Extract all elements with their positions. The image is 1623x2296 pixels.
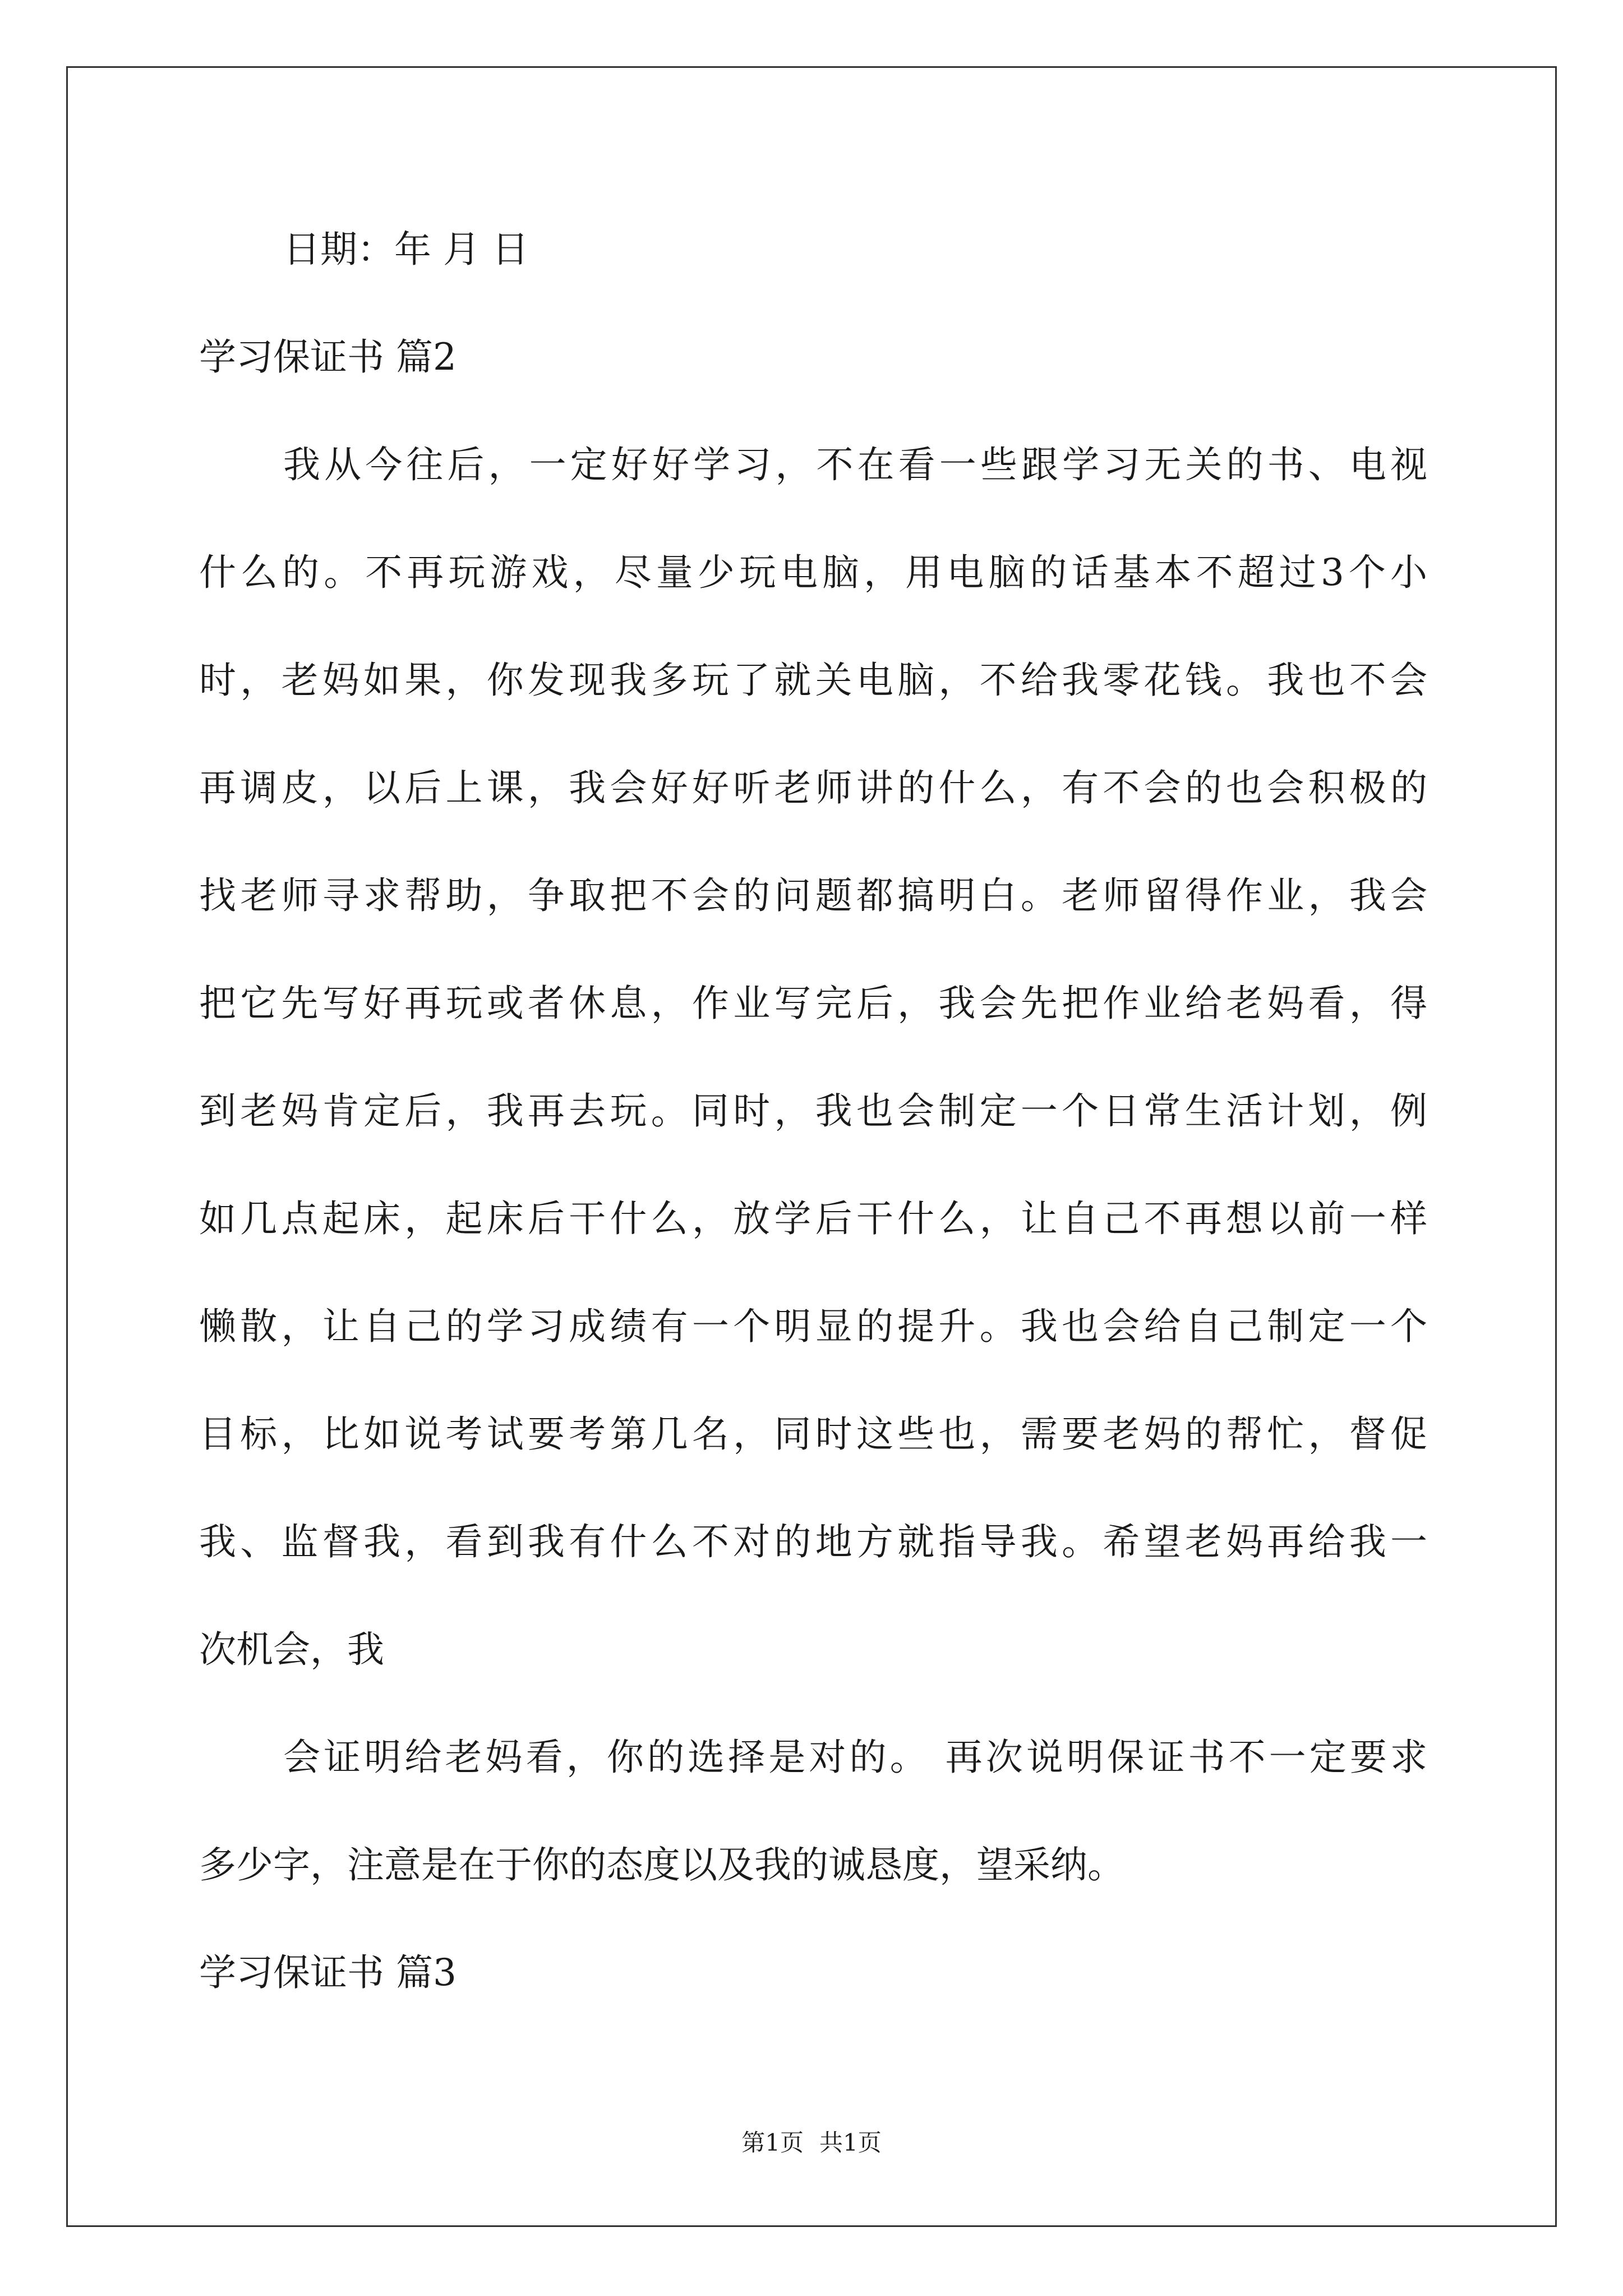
paragraph-line: 如几点起床，起床后干什么，放学后干什么，让自己不再想以前一样 (199, 1197, 1427, 1240)
paragraph-line: 会证明给老妈看，你的选择是对的。 再次说明保证书不一定要求 (283, 1736, 1427, 1779)
paragraph-line: 我从今往后，一定好好学习，不在看一些跟学习无关的书、电视 (283, 443, 1427, 486)
paragraph-line: 目标，比如说考试要考第几名，同时这些也，需要老妈的帮忙，督促 (199, 1412, 1427, 1456)
paragraph-line: 时，老妈如果，你发现我多玩了就关电脑，不给我零花钱。我也不会 (199, 659, 1427, 702)
section-heading: 学习保证书 篇2 (199, 335, 457, 379)
date-line: 日期：年 月 日 (283, 228, 529, 271)
paragraph-line: 多少字，注意是在于你的态度以及我的诚恳度，望采纳。 (199, 1843, 1124, 1887)
page-number: 第1页 (741, 2129, 804, 2156)
page-footer (0, 2126, 1623, 2160)
paragraph-line: 再调皮，以后上课，我会好好听老师讲的什么，有不会的也会积极的 (199, 766, 1427, 809)
paragraph-line: 我、监督我，看到我有什么不对的地方就指导我。希望老妈再给我一 (199, 1520, 1427, 1563)
page-total: 共1页 (819, 2129, 882, 2156)
paragraph (199, 437, 1427, 1729)
section-heading: 学习保证书 篇3 (199, 1951, 457, 1994)
paragraph-line: 什么的。不再玩游戏，尽量少玩电脑，用电脑的话基本不超过3个小 (199, 551, 1427, 594)
document-body (199, 222, 1427, 2053)
paragraph-line: 懒散，让自己的学习成绩有一个明显的提升。我也会给自己制定一个 (199, 1305, 1427, 1348)
paragraph-line: 找老师寻求帮助，争取把不会的问题都搞明白。老师留得作业，我会 (199, 874, 1427, 917)
paragraph-line: 把它先写好再玩或者休息，作业写完后，我会先把作业给老妈看，得 (199, 982, 1427, 1025)
paragraph (199, 1729, 1427, 1945)
paragraph-line: 到老妈肯定后，我再去玩。同时，我也会制定一个日常生活计划，例 (199, 1089, 1427, 1133)
paragraph-line: 次机会，我 (199, 1628, 384, 1671)
